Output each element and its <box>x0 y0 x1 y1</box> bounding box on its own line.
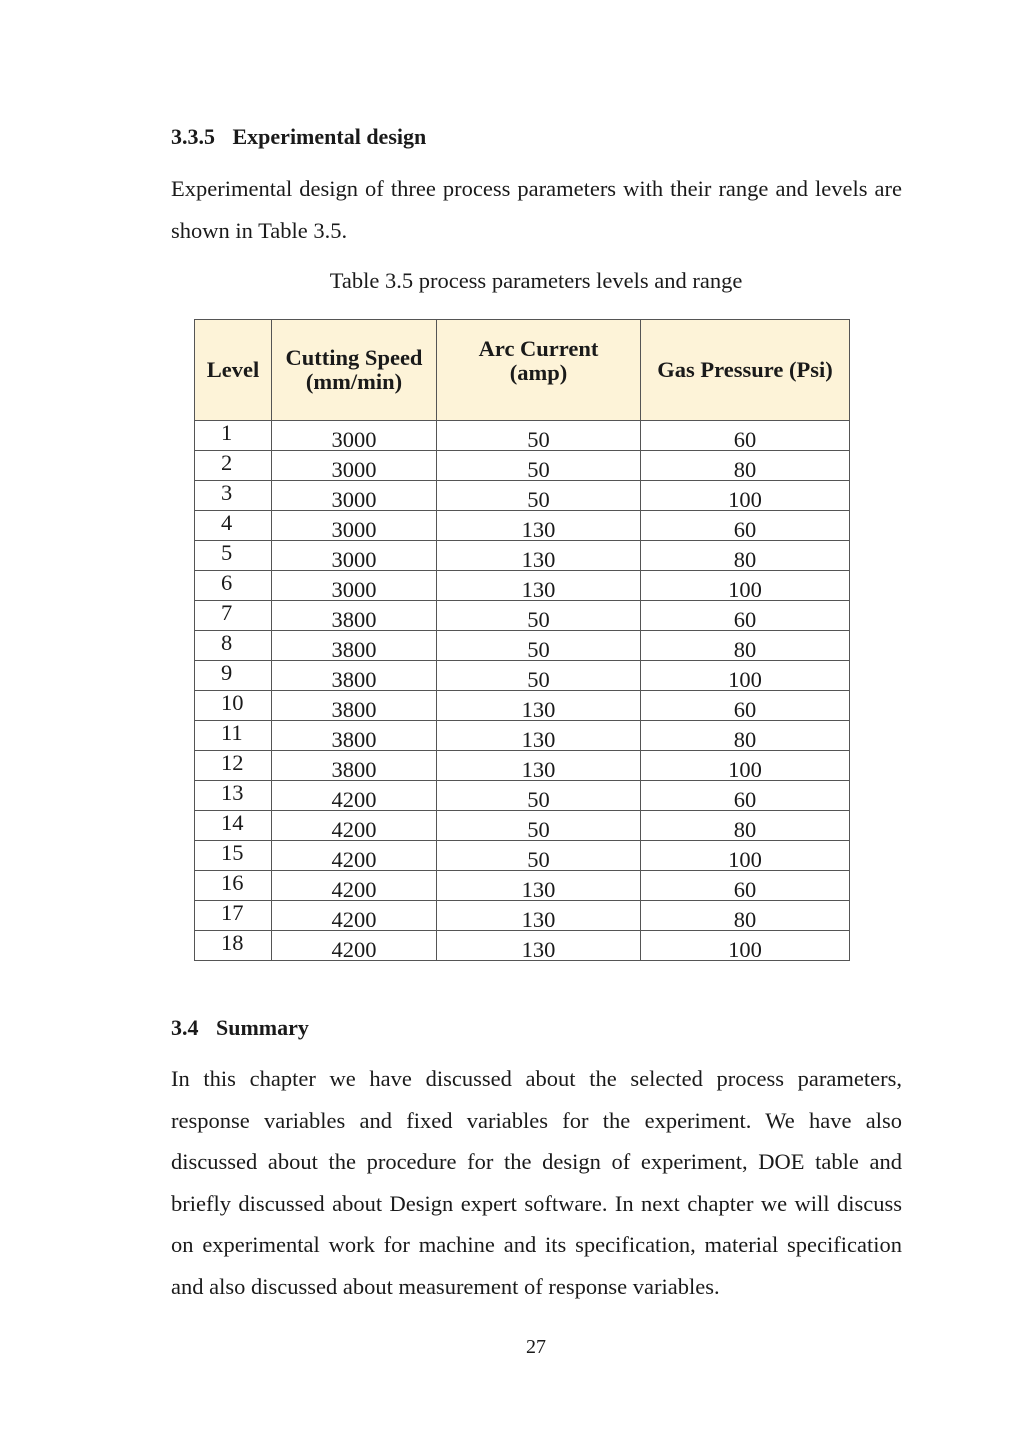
arc-current-cell: 130 <box>437 511 641 541</box>
table-row <box>195 541 850 571</box>
arc-current-cell: 50 <box>437 451 641 481</box>
level-cell: 2 <box>195 451 272 481</box>
table-row <box>195 601 850 631</box>
table-row <box>195 481 850 511</box>
gas-pressure-cell: 60 <box>641 691 850 721</box>
level-cell: 12 <box>195 751 272 781</box>
gas-pressure-cell: 80 <box>641 811 850 841</box>
cutting-speed-cell: 3800 <box>272 601 437 631</box>
cutting-speed-cell: 3800 <box>272 631 437 661</box>
section-title: Summary <box>216 1015 309 1040</box>
arc-current-cell: 130 <box>437 751 641 781</box>
arc-current-cell: 130 <box>437 901 641 931</box>
level-cell: 10 <box>195 691 272 721</box>
cutting-speed-cell: 4200 <box>272 781 437 811</box>
gas-pressure-cell: 60 <box>641 421 850 451</box>
gas-pressure-cell: 100 <box>641 481 850 511</box>
cutting-speed-cell: 3800 <box>272 721 437 751</box>
table-row <box>195 931 850 961</box>
header-level: Level <box>195 320 272 421</box>
table-row <box>195 781 850 811</box>
arc-current-cell: 130 <box>437 691 641 721</box>
process-parameters-table <box>194 319 850 961</box>
table-row <box>195 691 850 721</box>
arc-current-cell: 50 <box>437 811 641 841</box>
cutting-speed-cell: 4200 <box>272 931 437 961</box>
cutting-speed-cell: 3000 <box>272 511 437 541</box>
cutting-speed-cell: 4200 <box>272 871 437 901</box>
section-number: 3.3.5 <box>171 124 215 149</box>
cutting-speed-cell: 4200 <box>272 901 437 931</box>
cutting-speed-cell: 4200 <box>272 841 437 871</box>
table-row <box>195 721 850 751</box>
cutting-speed-cell: 3000 <box>272 571 437 601</box>
level-cell: 18 <box>195 931 272 961</box>
level-cell: 14 <box>195 811 272 841</box>
gas-pressure-cell: 100 <box>641 841 850 871</box>
arc-current-cell: 50 <box>437 841 641 871</box>
arc-current-cell: 50 <box>437 781 641 811</box>
arc-current-cell: 50 <box>437 601 641 631</box>
table-row <box>195 631 850 661</box>
gas-pressure-cell: 60 <box>641 511 850 541</box>
cutting-speed-cell: 3800 <box>272 691 437 721</box>
level-cell: 4 <box>195 511 272 541</box>
arc-current-cell: 130 <box>437 721 641 751</box>
arc-current-cell: 130 <box>437 931 641 961</box>
cutting-speed-cell: 3800 <box>272 751 437 781</box>
table-row <box>195 511 850 541</box>
table-row <box>195 871 850 901</box>
table-row <box>195 751 850 781</box>
table-row <box>195 841 850 871</box>
arc-current-cell: 50 <box>437 661 641 691</box>
gas-pressure-cell: 80 <box>641 451 850 481</box>
level-cell: 7 <box>195 601 272 631</box>
arc-current-cell: 50 <box>437 421 641 451</box>
section-title: Experimental design <box>232 124 427 149</box>
gas-pressure-cell: 80 <box>641 721 850 751</box>
table-body <box>195 421 850 961</box>
gas-pressure-cell: 100 <box>641 931 850 961</box>
level-cell: 16 <box>195 871 272 901</box>
level-cell: 8 <box>195 631 272 661</box>
gas-pressure-cell: 80 <box>641 631 850 661</box>
table-row <box>195 571 850 601</box>
cutting-speed-cell: 4200 <box>272 811 437 841</box>
gas-pressure-cell: 60 <box>641 781 850 811</box>
header-cutting-speed: Cutting Speed (mm/min) <box>272 320 437 421</box>
gas-pressure-cell: 100 <box>641 661 850 691</box>
section-heading-3-4 <box>171 1014 309 1042</box>
gas-pressure-cell: 80 <box>641 901 850 931</box>
header-arc-current: Arc Current (amp) <box>437 320 641 421</box>
level-cell: 17 <box>195 901 272 931</box>
summary-paragraph: In this chapter we have discussed about the selected process parameters, response variables and fixed variables for the experiment. We have also discussed about the procedure for the design of experiment, DOE table and briefly discussed about Design expert software. In next chapter we will discuss on experimental work for machine and its specification, material specification and also discussed about measurement of response variables. <box>171 1066 902 1299</box>
table-row <box>195 421 850 451</box>
arc-current-cell: 50 <box>437 631 641 661</box>
cutting-speed-cell: 3800 <box>272 661 437 691</box>
gas-pressure-cell: 60 <box>641 601 850 631</box>
level-cell: 13 <box>195 781 272 811</box>
gas-pressure-cell: 100 <box>641 751 850 781</box>
level-cell: 15 <box>195 841 272 871</box>
cutting-speed-cell: 3000 <box>272 481 437 511</box>
level-cell: 5 <box>195 541 272 571</box>
level-cell: 1 <box>195 421 272 451</box>
level-cell: 3 <box>195 481 272 511</box>
level-cell: 9 <box>195 661 272 691</box>
gas-pressure-cell: 100 <box>641 571 850 601</box>
page-number: 27 <box>526 1336 546 1358</box>
table-row <box>195 661 850 691</box>
table-row <box>195 901 850 931</box>
cutting-speed-cell: 3000 <box>272 451 437 481</box>
header-gas-pressure: Gas Pressure (Psi) <box>641 320 850 421</box>
cutting-speed-cell: 3000 <box>272 421 437 451</box>
table-header-row <box>195 320 850 421</box>
arc-current-cell: 130 <box>437 541 641 571</box>
section-number: 3.4 <box>171 1015 199 1040</box>
table-row <box>195 451 850 481</box>
section-heading-3-3-5 <box>171 123 426 151</box>
arc-current-cell: 130 <box>437 571 641 601</box>
gas-pressure-cell: 60 <box>641 871 850 901</box>
arc-current-cell: 50 <box>437 481 641 511</box>
arc-current-cell: 130 <box>437 871 641 901</box>
level-cell: 6 <box>195 571 272 601</box>
table-caption: Table 3.5 process parameters levels and range <box>329 268 743 293</box>
table-row <box>195 811 850 841</box>
cutting-speed-cell: 3000 <box>272 541 437 571</box>
level-cell: 11 <box>195 721 272 751</box>
experimental-design-paragraph: Experimental design of three process parameters with their range and levels are shown in Table 3.5. <box>171 176 902 243</box>
gas-pressure-cell: 80 <box>641 541 850 571</box>
